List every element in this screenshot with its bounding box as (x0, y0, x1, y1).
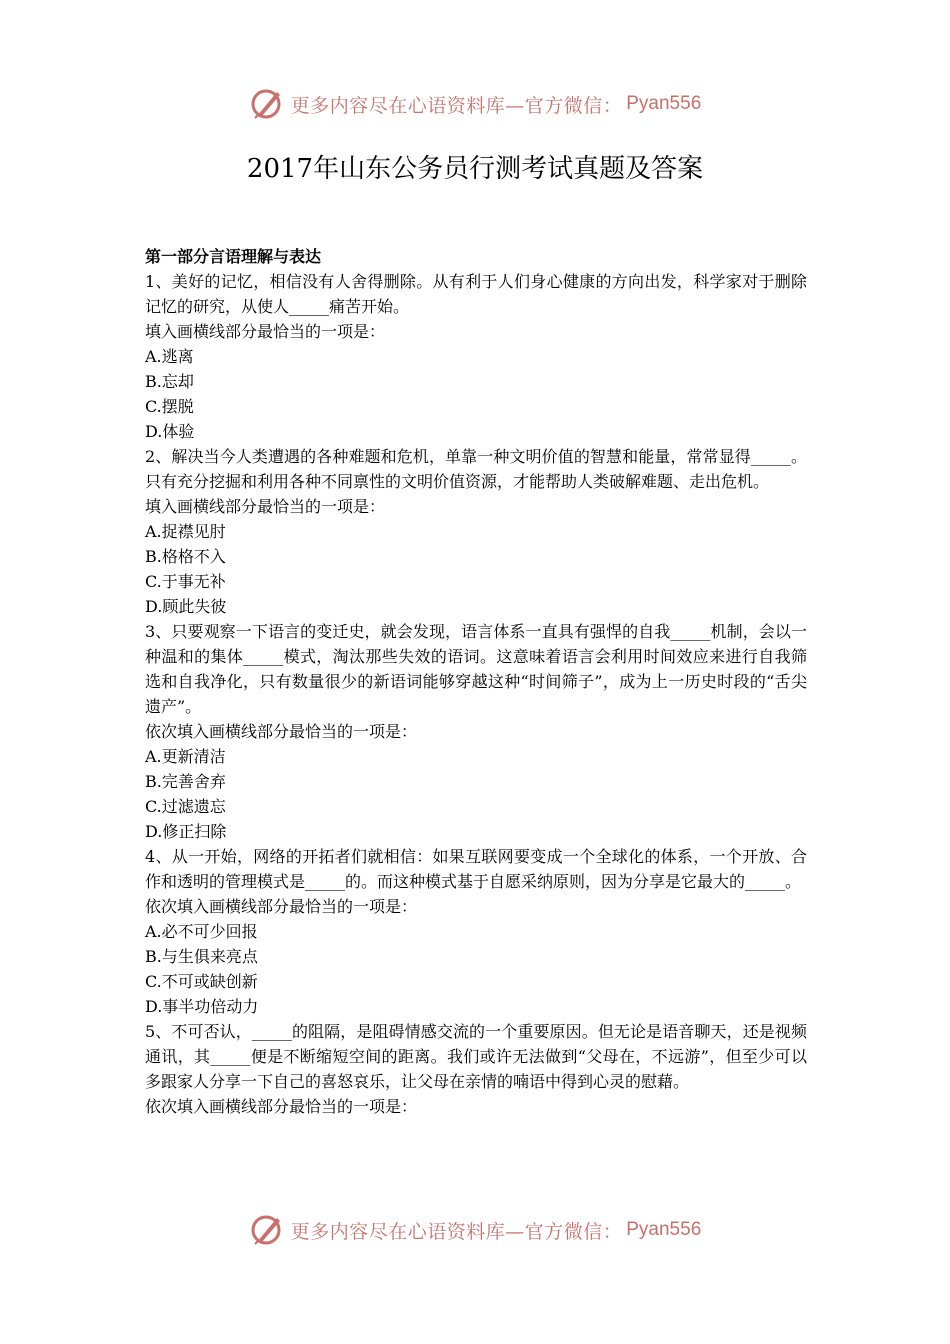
question-3-prompt: 依次填入画横线部分最恰当的一项是： (145, 722, 418, 741)
question-4-option-a: A.必不可少回报 (145, 922, 258, 941)
question-1-stem: 1、美好的记忆，相信没有人舍得删除。从有利于人们身心健康的方向出发，科学家对于删除记忆的研究，从使人_____痛苦开始。 (145, 272, 807, 316)
question-2-option-d: D.顾此失彼 (145, 597, 227, 616)
question-5-stem: 5、不可否认，_____的阻隔，是阻碍情感交流的一个重要原因。但无论是语音聊天，还是视频通讯，其_____便是不断缩短空间的距离。我们或许无法做到“父母在，不远游”，但至少可以多跟家人分享一下自己的喜怒哀乐，让父母在亲情的喃语中得到心灵的慰藉。 (145, 1022, 807, 1091)
question-4-option-c: C.不可或缺创新 (145, 972, 258, 991)
section-heading: 第一部分言语理解与表达 (145, 247, 322, 266)
question-2-option-b: B.格格不入 (145, 547, 226, 566)
question-3-option-c: C.过滤遗忘 (145, 797, 226, 816)
footer-banner-id: Pyan556 (626, 1219, 702, 1240)
page-title: 2017年山东公务员行测考试真题及答案 (246, 154, 704, 184)
header-banner-id: Pyan556 (626, 93, 702, 114)
question-1-option-b: B.忘却 (145, 372, 194, 391)
question-1-option-a: A.逃离 (145, 347, 194, 366)
footer-watermark (0, 1210, 950, 1250)
document-body (145, 244, 807, 1119)
question-1-option-c: C.摆脱 (145, 397, 194, 416)
question-2-prompt: 填入画横线部分最恰当的一项是： (145, 497, 386, 516)
question-3-stem: 3、只要观察一下语言的变迁史，就会发现，语言体系一直具有强悍的自我_____机制，会以一种温和的集体_____模式，淘汰那些失效的语词。这意味着语言会利用时间效应来进行自我筛选和自我净化，只有数量很少的新语词能够穿越这种“时间筛子”，成为上一历史时段的“舌尖遗产”。 (145, 622, 807, 716)
question-4-option-d: D.事半功倍动力 (145, 997, 259, 1016)
question-2-stem: 2、解决当今人类遭遇的各种难题和危机，单靠一种文明价值的智慧和能量，常常显得_____。只有充分挖掘和利用各种不同禀性的文明价值资源，才能帮助人类破解难题、走出危机。 (145, 447, 807, 491)
question-2-option-a: A.捉襟见肘 (145, 522, 226, 541)
question-3-option-a: A.更新清洁 (145, 747, 226, 766)
question-4-prompt: 依次填入画横线部分最恰当的一项是： (145, 897, 418, 916)
header-banner-text: 更多内容尽在心语资料库—官方微信： (290, 94, 623, 117)
footer-banner-text: 更多内容尽在心语资料库—官方微信： (290, 1220, 623, 1243)
header-watermark (0, 84, 950, 124)
question-5-prompt: 依次填入画横线部分最恰当的一项是： (145, 1097, 418, 1116)
quill-logo-icon (249, 86, 285, 122)
quill-logo-icon (249, 1212, 285, 1248)
question-3-option-b: B.完善舍弃 (145, 772, 226, 791)
question-3-option-d: D.修正扫除 (145, 822, 227, 841)
question-1-option-d: D.体验 (145, 422, 195, 441)
question-1-prompt: 填入画横线部分最恰当的一项是： (145, 322, 386, 341)
question-4-option-b: B.与生俱来亮点 (145, 947, 258, 966)
question-4-stem: 4、从一开始，网络的开拓者们就相信：如果互联网要变成一个全球化的体系，一个开放、合作和透明的管理模式是_____的。而这种模式基于自愿采纳原则，因为分享是它最大的_____。 (145, 847, 807, 891)
question-2-option-c: C.于事无补 (145, 572, 226, 591)
